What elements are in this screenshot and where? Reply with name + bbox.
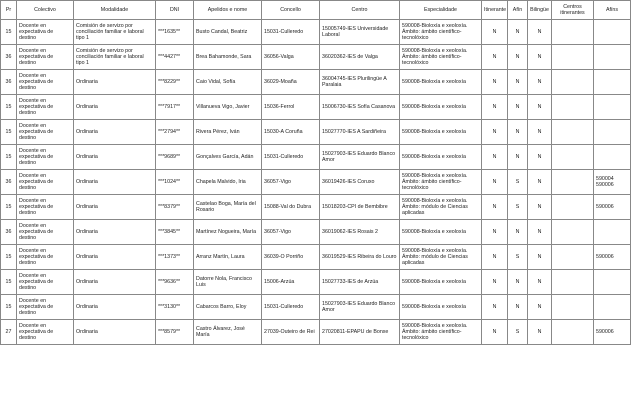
- cell-afins: 590006: [594, 320, 631, 345]
- cell-dni: ***9689**: [156, 145, 194, 170]
- table-row: [1, 20, 631, 45]
- cell-modalidade: Ordinaria: [74, 95, 156, 120]
- cell-centros-itinerantes: [552, 20, 594, 45]
- cell-centro: 36019426-IES Coruxo: [320, 170, 400, 195]
- cell-apelidos-nome: Cabarcos Barro, Eloy: [194, 295, 262, 320]
- cell-bilingue: N: [528, 170, 552, 195]
- cell-dni: ***8379**: [156, 195, 194, 220]
- cell-centros-itinerantes: [552, 195, 594, 220]
- cell-concello: 15031-Culleredo: [262, 295, 320, 320]
- cell-afin: N: [508, 295, 528, 320]
- cell-colectivo: Docente en expectativa de destino: [17, 45, 74, 70]
- cell-modalidade: Ordinaria: [74, 70, 156, 95]
- table-row: [1, 120, 631, 145]
- header-modalidade: Modalidade: [74, 1, 156, 20]
- cell-especialidade: 590008-Bioloxía e xeoloxía: [400, 270, 482, 295]
- cell-colectivo: Docente en expectativa de destino: [17, 120, 74, 145]
- cell-pr: 36: [1, 170, 17, 195]
- cell-itinerante: N: [482, 45, 508, 70]
- cell-afin: N: [508, 145, 528, 170]
- table-row: [1, 195, 631, 220]
- cell-concello: 27039-Outeiro de Rei: [262, 320, 320, 345]
- cell-afins: [594, 45, 631, 70]
- cell-afin: N: [508, 45, 528, 70]
- cell-apelidos-nome: Castelao Boga, María del Rosario: [194, 195, 262, 220]
- cell-centro: 36004745-IES Plurilingüe A Paralaia: [320, 70, 400, 95]
- cell-afin: N: [508, 270, 528, 295]
- cell-especialidade: 590008-Bioloxía e xeoloxía: [400, 95, 482, 120]
- cell-itinerante: N: [482, 95, 508, 120]
- header-bilingue: Bilingüe: [528, 1, 552, 20]
- header-pr: Pr: [1, 1, 17, 20]
- cell-pr: 15: [1, 95, 17, 120]
- cell-pr: 15: [1, 20, 17, 45]
- cell-modalidade: Comisión de servizo por conciliación familiar e laboral tipo 1: [74, 20, 156, 45]
- cell-afins: 590006: [594, 195, 631, 220]
- cell-afin: S: [508, 245, 528, 270]
- cell-bilingue: N: [528, 20, 552, 45]
- table-row: [1, 170, 631, 195]
- cell-colectivo: Docente en expectativa de destino: [17, 70, 74, 95]
- cell-afin: N: [508, 70, 528, 95]
- cell-centro: 36019062-IES Rosais 2: [320, 220, 400, 245]
- cell-especialidade: 590008-Bioloxía e xeoloxía. Ámbito: ámbito científico-tecnolóxico: [400, 45, 482, 70]
- cell-bilingue: N: [528, 270, 552, 295]
- table-row: [1, 320, 631, 345]
- header-afin: Afín: [508, 1, 528, 20]
- cell-centro: 36020362-IES de Valga: [320, 45, 400, 70]
- cell-apelidos-nome: Villanueva Vigo, Javier: [194, 95, 262, 120]
- cell-dni: ***7917**: [156, 95, 194, 120]
- cell-afins: 590006: [594, 245, 631, 270]
- cell-centros-itinerantes: [552, 95, 594, 120]
- cell-modalidade: Comisión de servizo por conciliación familiar e laboral tipo 1: [74, 45, 156, 70]
- cell-centro: 15027733-IES de Arzúa: [320, 270, 400, 295]
- cell-concello: 15036-Ferrol: [262, 95, 320, 120]
- cell-concello: 15031-Culleredo: [262, 20, 320, 45]
- cell-afins: [594, 270, 631, 295]
- header-centros-itinerantes: Centros itinerantes: [552, 1, 594, 20]
- cell-concello: 15030-A Coruña: [262, 120, 320, 145]
- cell-pr: 15: [1, 120, 17, 145]
- cell-especialidade: 590008-Bioloxía e xeoloxía. Ámbito: ámbito científico-tecnolóxico: [400, 20, 482, 45]
- cell-afins: [594, 70, 631, 95]
- cell-centro: 15005749-IES Universidade Laboral: [320, 20, 400, 45]
- cell-itinerante: N: [482, 145, 508, 170]
- cell-afins: [594, 220, 631, 245]
- cell-colectivo: Docente en expectativa de destino: [17, 195, 74, 220]
- cell-concello: 36029-Moaña: [262, 70, 320, 95]
- cell-especialidade: 590008-Bioloxía e xeoloxía: [400, 70, 482, 95]
- cell-centros-itinerantes: [552, 45, 594, 70]
- cell-bilingue: N: [528, 70, 552, 95]
- cell-itinerante: N: [482, 170, 508, 195]
- cell-pr: 36: [1, 70, 17, 95]
- cell-bilingue: N: [528, 245, 552, 270]
- cell-especialidade: 590008-Bioloxía e xeoloxía: [400, 120, 482, 145]
- cell-modalidade: Ordinaria: [74, 195, 156, 220]
- cell-apelidos-nome: Brea Bahamonde, Sara: [194, 45, 262, 70]
- cell-centro: 15027770-IES A Sardiñeira: [320, 120, 400, 145]
- cell-centros-itinerantes: [552, 320, 594, 345]
- cell-afin: N: [508, 120, 528, 145]
- cell-centros-itinerantes: [552, 220, 594, 245]
- header-centro: Centro: [320, 1, 400, 20]
- header-concello: Concello: [262, 1, 320, 20]
- cell-apelidos-nome: Chapela Malvido, Iria: [194, 170, 262, 195]
- header-especialidade: Especialidade: [400, 1, 482, 20]
- cell-itinerante: N: [482, 295, 508, 320]
- cell-concello: 36057-Vigo: [262, 170, 320, 195]
- cell-modalidade: Ordinaria: [74, 270, 156, 295]
- cell-afin: N: [508, 95, 528, 120]
- cell-centros-itinerantes: [552, 170, 594, 195]
- cell-bilingue: N: [528, 195, 552, 220]
- cell-centros-itinerantes: [552, 120, 594, 145]
- cell-itinerante: N: [482, 70, 508, 95]
- table-row: [1, 45, 631, 70]
- cell-colectivo: Docente en expectativa de destino: [17, 245, 74, 270]
- cell-concello: 36056-Valga: [262, 45, 320, 70]
- cell-pr: 36: [1, 45, 17, 70]
- header-itinerante: Itinerante: [482, 1, 508, 20]
- cell-modalidade: Ordinaria: [74, 220, 156, 245]
- cell-especialidade: 590008-Bioloxía e xeoloxía. Ámbito: módulo de Ciencias aplicadas: [400, 245, 482, 270]
- cell-concello: 36039-O Porriño: [262, 245, 320, 270]
- table-body: [1, 20, 631, 345]
- table-row: [1, 70, 631, 95]
- cell-apelidos-nome: Rivera Pérez, Iván: [194, 120, 262, 145]
- cell-centros-itinerantes: [552, 270, 594, 295]
- cell-afins: [594, 145, 631, 170]
- cell-apelidos-nome: Martínez Nogueira, María: [194, 220, 262, 245]
- table-row: [1, 295, 631, 320]
- cell-afin: S: [508, 170, 528, 195]
- cell-bilingue: N: [528, 145, 552, 170]
- cell-bilingue: N: [528, 295, 552, 320]
- cell-pr: 15: [1, 145, 17, 170]
- cell-itinerante: N: [482, 120, 508, 145]
- cell-colectivo: Docente en expectativa de destino: [17, 20, 74, 45]
- table-row: [1, 220, 631, 245]
- cell-modalidade: Ordinaria: [74, 170, 156, 195]
- cell-dni: ***1024**: [156, 170, 194, 195]
- cell-apelidos-nome: Gonçalves García, Adán: [194, 145, 262, 170]
- cell-pr: 27: [1, 320, 17, 345]
- header-apelidos-nome: Apelidos e nome: [194, 1, 262, 20]
- cell-centros-itinerantes: [552, 145, 594, 170]
- table-row: [1, 245, 631, 270]
- cell-bilingue: N: [528, 95, 552, 120]
- cell-modalidade: Ordinaria: [74, 245, 156, 270]
- cell-colectivo: Docente en expectativa de destino: [17, 295, 74, 320]
- cell-especialidade: 590008-Bioloxía e xeoloxía: [400, 145, 482, 170]
- cell-centro: 15027903-IES Eduardo Blanco Amor: [320, 145, 400, 170]
- cell-afins: [594, 20, 631, 45]
- cell-concello: 15088-Val do Dubra: [262, 195, 320, 220]
- cell-centros-itinerantes: [552, 245, 594, 270]
- cell-centro: 15027903-IES Eduardo Blanco Amor: [320, 295, 400, 320]
- cell-afin: N: [508, 220, 528, 245]
- cell-afin: N: [508, 20, 528, 45]
- cell-itinerante: N: [482, 220, 508, 245]
- cell-dni: ***2794**: [156, 120, 194, 145]
- cell-pr: 36: [1, 220, 17, 245]
- cell-bilingue: N: [528, 120, 552, 145]
- cell-pr: 15: [1, 270, 17, 295]
- cell-bilingue: N: [528, 220, 552, 245]
- cell-itinerante: N: [482, 320, 508, 345]
- cell-centros-itinerantes: [552, 70, 594, 95]
- cell-modalidade: Ordinaria: [74, 120, 156, 145]
- cell-dni: ***8579**: [156, 320, 194, 345]
- cell-colectivo: Docente en expectativa de destino: [17, 170, 74, 195]
- header-dni: DNI: [156, 1, 194, 20]
- cell-concello: 36057-Vigo: [262, 220, 320, 245]
- cell-especialidade: 590008-Bioloxía e xeoloxía. Ámbito: ámbito científico-tecnolóxico: [400, 320, 482, 345]
- cell-pr: 15: [1, 245, 17, 270]
- cell-itinerante: N: [482, 20, 508, 45]
- cell-centros-itinerantes: [552, 295, 594, 320]
- header-colectivo: Colectivo: [17, 1, 74, 20]
- cell-centro: 15006730-IES Sofía Casanova: [320, 95, 400, 120]
- header-afins: Afíns: [594, 1, 631, 20]
- cell-centro: 36019529-IES Ribeira do Louro: [320, 245, 400, 270]
- cell-afins: [594, 120, 631, 145]
- cell-afin: S: [508, 320, 528, 345]
- cell-especialidade: 590008-Bioloxía e xeoloxía: [400, 220, 482, 245]
- cell-afins: [594, 295, 631, 320]
- cell-especialidade: 590008-Bioloxía e xeoloxía. Ámbito: módulo de Ciencias aplicadas: [400, 195, 482, 220]
- table-row: [1, 95, 631, 120]
- cell-dni: ***1635**: [156, 20, 194, 45]
- cell-apelidos-nome: Arranz Martín, Laura: [194, 245, 262, 270]
- cell-centro: 27020811-EPAPU de Bonxe: [320, 320, 400, 345]
- cell-colectivo: Docente en expectativa de destino: [17, 95, 74, 120]
- cell-especialidade: 590008-Bioloxía e xeoloxía. Ámbito: ámbito científico-tecnolóxico: [400, 170, 482, 195]
- cell-concello: 15006-Arzúa: [262, 270, 320, 295]
- cell-dni: ***3130**: [156, 295, 194, 320]
- cell-itinerante: N: [482, 270, 508, 295]
- cell-dni: ***3845**: [156, 220, 194, 245]
- table-row: [1, 270, 631, 295]
- cell-apelidos-nome: Busto Candal, Beatriz: [194, 20, 262, 45]
- cell-modalidade: Ordinaria: [74, 145, 156, 170]
- cell-bilingue: N: [528, 320, 552, 345]
- cell-modalidade: Ordinaria: [74, 320, 156, 345]
- cell-dni: ***1373**: [156, 245, 194, 270]
- cell-afins: 590004 590006: [594, 170, 631, 195]
- cell-apelidos-nome: Castro Álvarez, José María: [194, 320, 262, 345]
- cell-afin: S: [508, 195, 528, 220]
- cell-pr: 15: [1, 195, 17, 220]
- cell-colectivo: Docente en expectativa de destino: [17, 270, 74, 295]
- cell-bilingue: N: [528, 45, 552, 70]
- cell-centro: 15018203-CPI de Bembibre: [320, 195, 400, 220]
- cell-itinerante: N: [482, 245, 508, 270]
- cell-dni: ***4427**: [156, 45, 194, 70]
- cell-dni: ***9636**: [156, 270, 194, 295]
- cell-modalidade: Ordinaria: [74, 295, 156, 320]
- cell-colectivo: Docente en expectativa de destino: [17, 145, 74, 170]
- cell-dni: ***8229**: [156, 70, 194, 95]
- cell-colectivo: Docente en expectativa de destino: [17, 320, 74, 345]
- cell-apelidos-nome: Caio Vidal, Sofía: [194, 70, 262, 95]
- cell-afins: [594, 95, 631, 120]
- table-row: [1, 145, 631, 170]
- cell-itinerante: N: [482, 195, 508, 220]
- cell-apelidos-nome: Datorre Nola, Francisco Luis: [194, 270, 262, 295]
- cell-especialidade: 590008-Bioloxía e xeoloxía: [400, 295, 482, 320]
- header-row: [1, 1, 631, 20]
- cell-colectivo: Docente en expectativa de destino: [17, 220, 74, 245]
- cell-pr: 15: [1, 295, 17, 320]
- cell-concello: 15031-Culleredo: [262, 145, 320, 170]
